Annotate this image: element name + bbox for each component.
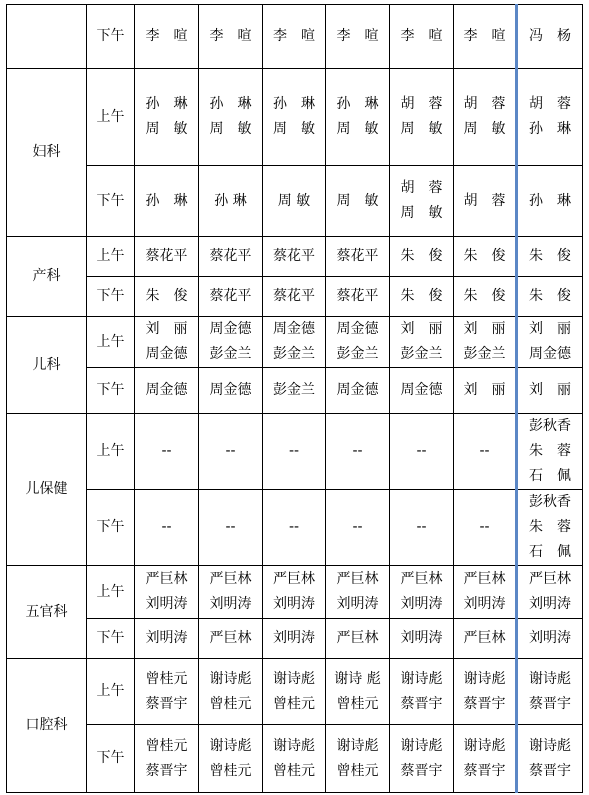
schedule-row (7, 490, 583, 566)
doctor-name: 周 敏 (336, 121, 379, 137)
doctor-name: 蔡花平 (209, 288, 252, 304)
doctor-name: 蔡花平 (336, 248, 379, 264)
duty-cell (326, 414, 390, 490)
doctor-name: 周金德 (336, 321, 379, 337)
duty-cell (263, 317, 326, 368)
doctor-name: 彭金兰 (209, 346, 252, 362)
duty-cell (263, 69, 326, 166)
doctor-name: 严巨林 (336, 571, 379, 587)
doctor-name: 谢诗彪 (463, 737, 506, 754)
duty-cell (390, 566, 454, 619)
duty-cell (390, 166, 454, 237)
doctor-name: 刘明涛 (145, 596, 188, 612)
doctor-name: 周金德 (273, 321, 315, 337)
header-doctor: 李 喧 (326, 5, 390, 69)
duty-cell (263, 277, 326, 317)
duty-cell (390, 414, 454, 490)
duty-cell (263, 414, 326, 490)
duty-cell (199, 368, 263, 414)
doctor-name: 孙 琳 (209, 96, 252, 112)
doctor-name: 周金德 (145, 382, 188, 398)
doctor-name: 孙 琳 (273, 96, 315, 112)
doctor-name: 曾桂元 (145, 670, 188, 687)
doctor-name: 刘 丽 (463, 321, 506, 337)
duty-cell (390, 725, 454, 793)
schedule-row (7, 414, 583, 490)
doctor-name: 蔡晋宇 (529, 695, 571, 712)
duty-cell (454, 725, 517, 793)
duty-cell (263, 237, 326, 277)
doctor-name: 蔡晋宇 (145, 695, 188, 712)
schedule-row (7, 317, 583, 368)
duty-cell (454, 69, 517, 166)
doctor-name: 曾桂元 (209, 695, 252, 712)
doctor-name: 刘明涛 (529, 630, 571, 646)
duty-cell (390, 277, 454, 317)
doctor-name: 朱 俊 (145, 288, 188, 304)
schedule-row (7, 237, 583, 277)
doctor-name: 严巨林 (209, 630, 252, 646)
duty-cell (199, 317, 263, 368)
period-label: 下午 (87, 166, 135, 237)
duty-cell (199, 725, 263, 793)
doctor-name: 周 敏 (400, 205, 443, 221)
doctor-name: 胡 蓉 (463, 96, 506, 112)
duty-cell (135, 490, 199, 566)
doctor-name: -- (416, 519, 427, 535)
duty-cell (199, 277, 263, 317)
doctor-name: 蔡晋宇 (400, 695, 443, 712)
doctor-name: 严巨林 (336, 630, 379, 646)
doctor-name: 彭金兰 (336, 346, 379, 362)
duty-cell (454, 566, 517, 619)
duty-cell (135, 166, 199, 237)
period-label: 下午 (87, 725, 135, 793)
duty-cell (517, 619, 583, 659)
duty-cell (517, 490, 583, 566)
duty-cell (517, 566, 583, 619)
doctor-name: 刘明涛 (400, 630, 443, 646)
doctor-name: 蔡花平 (145, 248, 188, 264)
duty-cell (517, 237, 583, 277)
duty-cell (263, 368, 326, 414)
doctor-name: 谢诗彪 (463, 670, 506, 687)
doctor-name: 朱 俊 (529, 288, 571, 304)
doctor-name: 周 敏 (209, 121, 252, 137)
duty-cell (390, 619, 454, 659)
doctor-name: 蔡晋宇 (463, 695, 506, 712)
doctor-name: -- (352, 519, 363, 535)
doctor-name: 周金德 (336, 382, 379, 398)
header-doctor: 李 喧 (454, 5, 517, 69)
duty-cell (454, 277, 517, 317)
doctor-name: 严巨林 (463, 630, 506, 646)
doctor-name: 周 敏 (273, 121, 315, 137)
doctor-name: 孙 琳 (145, 96, 188, 112)
doctor-name: 周 敏 (463, 121, 506, 137)
duty-cell (326, 166, 390, 237)
doctor-name: 刘 丽 (400, 321, 443, 337)
schedule-row (7, 69, 583, 166)
period-label: 下午 (87, 490, 135, 566)
doctor-name: 朱 蓉 (529, 443, 571, 459)
header-row (7, 5, 583, 69)
duty-cell (517, 725, 583, 793)
duty-cell (199, 566, 263, 619)
doctor-name: 蔡花平 (336, 288, 379, 304)
duty-cell (390, 317, 454, 368)
doctor-name: 孙 琳 (145, 192, 188, 209)
doctor-name: 严巨林 (273, 571, 315, 587)
doctor-name: -- (225, 519, 236, 535)
doctor-name: -- (288, 443, 300, 459)
doctor-name: 谢诗彪 (529, 670, 571, 687)
header-doctor: 李 喧 (199, 5, 263, 69)
corner-cell (7, 5, 87, 69)
duty-cell (454, 317, 517, 368)
schedule-row (7, 166, 583, 237)
doctor-name: 刘明涛 (463, 596, 506, 612)
doctor-name: 严巨林 (529, 571, 571, 587)
period-label: 上午 (87, 659, 135, 725)
doctor-name: 周 敏 (400, 121, 443, 137)
doctor-name: 胡 蓉 (400, 96, 443, 112)
doctor-name: 周 敏 (336, 192, 379, 209)
schedule-row (7, 566, 583, 619)
doctor-name: 胡 蓉 (463, 192, 506, 209)
duty-cell (390, 490, 454, 566)
doctor-name: 彭金兰 (273, 346, 315, 362)
doctor-name: 曾桂元 (209, 762, 252, 779)
doctor-name: 孙 琳 (529, 121, 571, 137)
doctor-name: 周金德 (209, 382, 252, 398)
duty-cell (135, 725, 199, 793)
doctor-name: 刘明涛 (400, 596, 443, 612)
duty-cell (263, 166, 326, 237)
duty-cell (454, 368, 517, 414)
doctor-name: 朱 俊 (463, 248, 506, 264)
period-label: 上午 (87, 566, 135, 619)
doctor-name: 胡 蓉 (529, 96, 571, 112)
doctor-name: -- (479, 443, 490, 459)
duty-cell (517, 317, 583, 368)
doctor-name: 刘 丽 (529, 382, 571, 398)
department-label: 儿科 (7, 317, 87, 414)
doctor-name: 周 敏 (145, 121, 188, 137)
doctor-name: -- (161, 519, 172, 535)
doctor-name: 刘 丽 (145, 321, 188, 337)
doctor-name: 彭金兰 (400, 346, 443, 362)
period-label: 下午 (87, 368, 135, 414)
duty-cell (135, 368, 199, 414)
duty-cell (135, 566, 199, 619)
doctor-name: 蔡晋宇 (529, 762, 571, 779)
doctor-name: 刘明涛 (336, 596, 379, 612)
duty-cell (199, 414, 263, 490)
duty-cell (326, 490, 390, 566)
duty-cell (517, 69, 583, 166)
department-label: 五官科 (7, 566, 87, 659)
period-label: 上午 (87, 69, 135, 166)
duty-cell (135, 619, 199, 659)
duty-cell (326, 317, 390, 368)
doctor-name: 谢诗彪 (336, 737, 379, 754)
doctor-name: 周金德 (209, 321, 252, 337)
doctor-name: 刘明涛 (273, 596, 315, 612)
duty-cell (454, 237, 517, 277)
duty-cell (454, 619, 517, 659)
doctor-name: 石 佩 (529, 544, 571, 560)
duty-cell (135, 317, 199, 368)
duty-cell (263, 659, 326, 725)
period-label: 下午 (87, 277, 135, 317)
duty-cell (390, 368, 454, 414)
doctor-name: 蔡花平 (209, 248, 252, 264)
duty-cell (326, 619, 390, 659)
header-doctor: 冯 杨 (517, 5, 583, 69)
duty-schedule-table (6, 4, 583, 793)
doctor-name: 严巨林 (463, 571, 506, 587)
doctor-name: 孙 琳 (529, 192, 571, 209)
duty-cell (390, 237, 454, 277)
duty-cell (517, 414, 583, 490)
duty-cell (199, 490, 263, 566)
schedule-row (7, 725, 583, 793)
doctor-name: 刘明涛 (529, 596, 571, 612)
doctor-name: 彭秋香 (529, 494, 571, 510)
doctor-name: 谢诗彪 (273, 670, 315, 687)
doctor-name: 曾桂元 (145, 737, 188, 754)
doctor-name: 孙 琳 (214, 192, 247, 209)
duty-cell (135, 659, 199, 725)
doctor-name: 刘明涛 (273, 630, 315, 646)
doctor-name: -- (352, 443, 363, 459)
duty-cell (517, 277, 583, 317)
doctor-name: 蔡花平 (273, 288, 315, 304)
doctor-name: 严巨林 (145, 571, 188, 587)
doctor-name: 刘明涛 (145, 630, 188, 646)
doctor-name: 蔡花平 (273, 248, 315, 264)
doctor-name: 谢诗彪 (273, 737, 315, 754)
duty-cell (135, 69, 199, 166)
period-label: 上午 (87, 317, 135, 368)
header-doctor: 李 喧 (263, 5, 326, 69)
duty-cell (326, 725, 390, 793)
doctor-name: -- (416, 443, 427, 459)
doctor-name: 孙 琳 (336, 96, 379, 112)
duty-cell (263, 566, 326, 619)
doctor-name: -- (288, 519, 300, 535)
doctor-name: 谢诗彪 (400, 737, 443, 754)
duty-cell (263, 490, 326, 566)
department-label: 产科 (7, 237, 87, 317)
duty-cell (326, 277, 390, 317)
duty-cell (199, 659, 263, 725)
doctor-name: 周金德 (145, 346, 188, 362)
duty-cell (454, 166, 517, 237)
doctor-name: 朱 蓉 (529, 519, 571, 535)
duty-cell (263, 725, 326, 793)
duty-cell (199, 619, 263, 659)
duty-cell (390, 69, 454, 166)
duty-cell (199, 237, 263, 277)
period-label: 上午 (87, 414, 135, 490)
duty-cell (326, 659, 390, 725)
duty-cell (454, 659, 517, 725)
duty-cell (517, 368, 583, 414)
doctor-name: 朱 俊 (400, 288, 443, 304)
duty-cell (517, 166, 583, 237)
duty-cell (199, 69, 263, 166)
schedule-row (7, 659, 583, 725)
doctor-name: 蔡晋宇 (400, 762, 443, 779)
doctor-name: 彭金兰 (463, 346, 506, 362)
doctor-name: 曾桂元 (273, 762, 315, 779)
doctor-name: 朱 俊 (529, 248, 571, 264)
doctor-name: 严巨林 (209, 571, 252, 587)
duty-cell (135, 277, 199, 317)
schedule-row (7, 619, 583, 659)
doctor-name: 谢诗彪 (209, 737, 252, 754)
doctor-name: 石 佩 (529, 468, 571, 484)
doctor-name: 谢诗 彪 (334, 670, 381, 687)
doctor-name: 朱 俊 (463, 288, 506, 304)
doctor-name: 朱 俊 (400, 248, 443, 264)
doctor-name: 谢诗彪 (529, 737, 571, 754)
schedule-body (7, 5, 583, 793)
duty-cell (135, 414, 199, 490)
doctor-name: 严巨林 (400, 571, 443, 587)
doctor-name: -- (225, 443, 236, 459)
doctor-name: 刘明涛 (209, 596, 252, 612)
duty-cell (326, 237, 390, 277)
doctor-name: 曾桂元 (336, 762, 379, 779)
doctor-name: 彭秋香 (529, 418, 571, 434)
doctor-name: 周金德 (529, 346, 571, 362)
duty-cell (326, 566, 390, 619)
duty-cell (390, 659, 454, 725)
doctor-name: 刘 丽 (529, 321, 571, 337)
period-label: 下午 (87, 619, 135, 659)
duty-cell (517, 659, 583, 725)
doctor-name: 曾桂元 (273, 695, 315, 712)
doctor-name: 曾桂元 (336, 695, 379, 712)
doctor-name: 周金德 (400, 382, 443, 398)
doctor-name: 蔡晋宇 (463, 762, 506, 779)
doctor-name: 周 敏 (277, 192, 311, 209)
doctor-name: 彭金兰 (273, 382, 315, 398)
department-label: 妇科 (7, 69, 87, 237)
header-doctor: 李 喧 (135, 5, 199, 69)
department-label: 儿保健 (7, 414, 87, 566)
duty-cell (135, 237, 199, 277)
duty-cell (454, 490, 517, 566)
duty-cell (326, 69, 390, 166)
doctor-name: 谢诗彪 (400, 670, 443, 687)
doctor-name: 胡 蓉 (400, 180, 443, 196)
duty-cell (454, 414, 517, 490)
duty-cell (263, 619, 326, 659)
doctor-name: 蔡晋宇 (145, 762, 188, 779)
doctor-name: -- (479, 519, 490, 535)
period-label: 上午 (87, 237, 135, 277)
schedule-row (7, 368, 583, 414)
doctor-name: 刘 丽 (463, 382, 506, 398)
duty-cell (199, 166, 263, 237)
department-label: 口腔科 (7, 659, 87, 793)
header-doctor: 李 喧 (390, 5, 454, 69)
header-period: 下午 (87, 5, 135, 69)
doctor-name: 谢诗彪 (209, 670, 252, 687)
duty-cell (326, 368, 390, 414)
doctor-name: -- (161, 443, 172, 459)
schedule-row (7, 277, 583, 317)
